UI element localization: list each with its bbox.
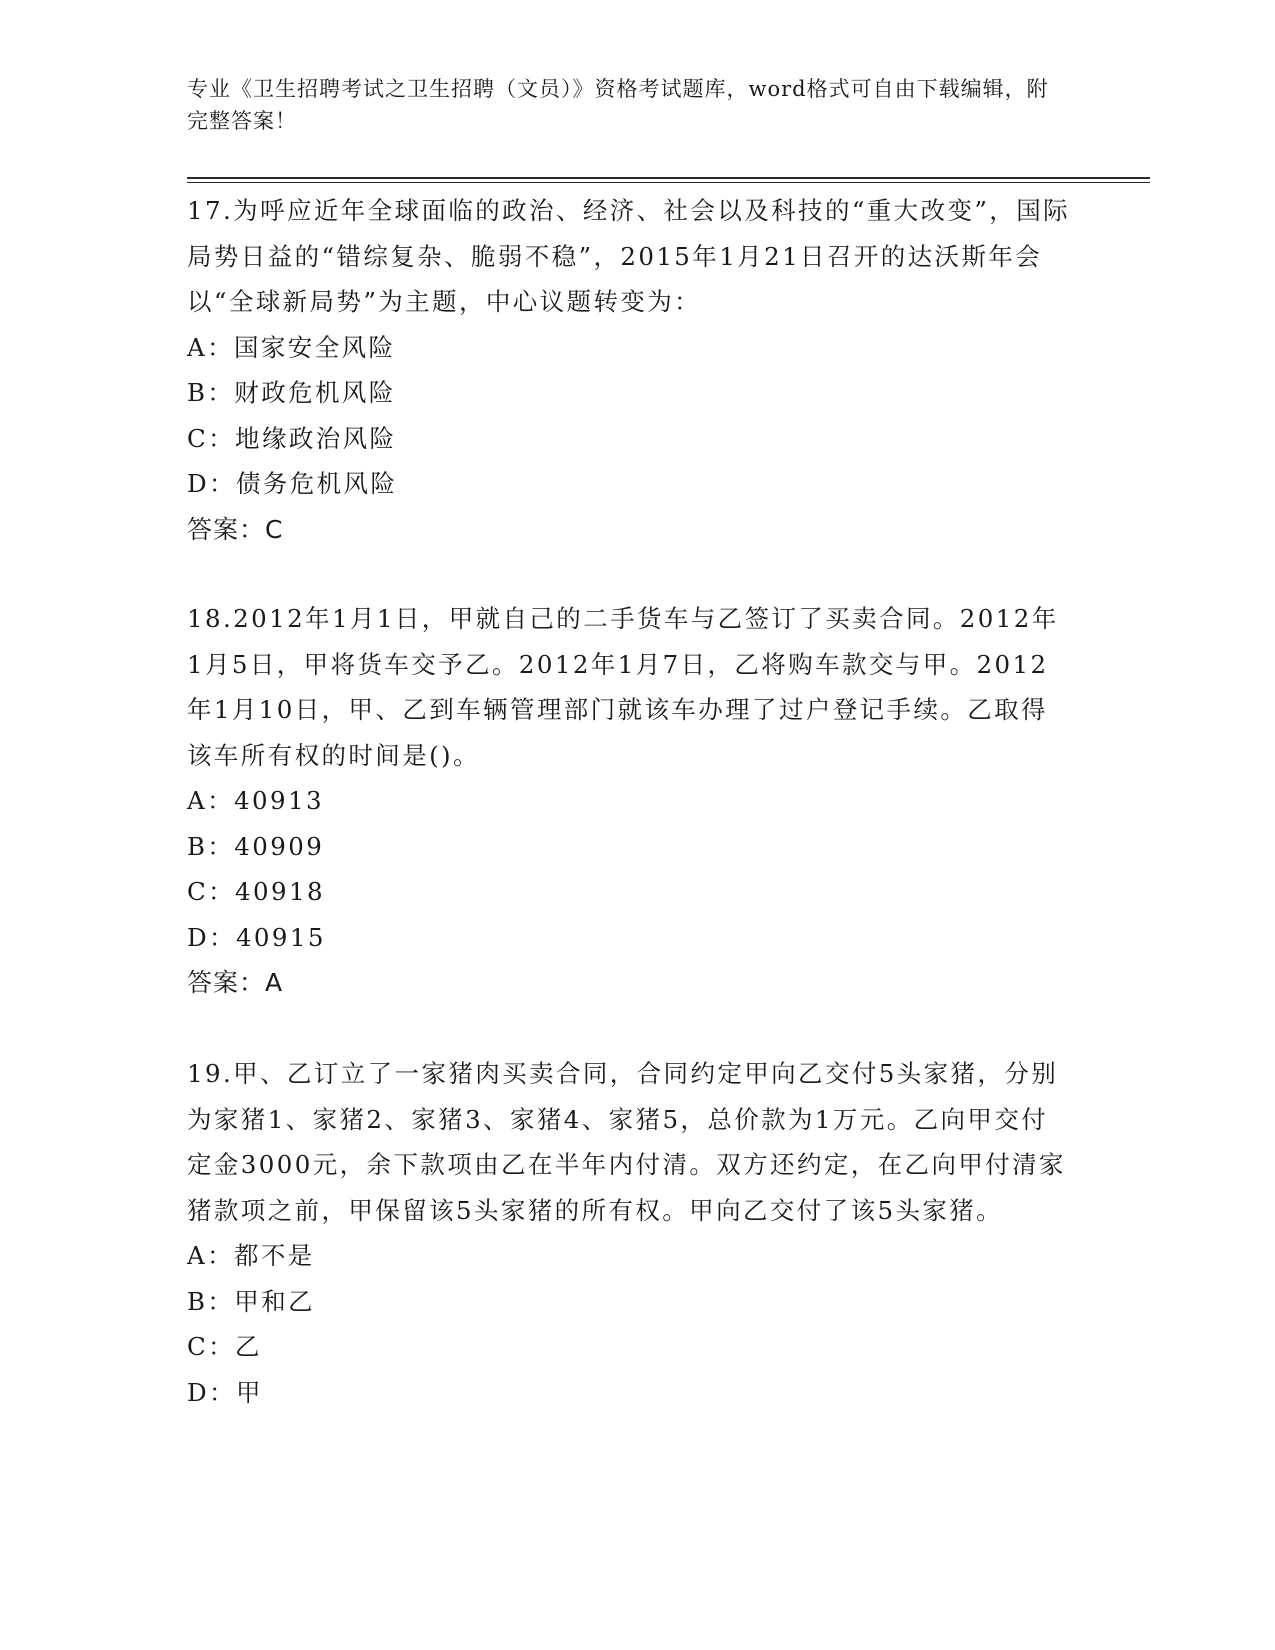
option-a: A：国家安全风险 [187, 332, 396, 362]
option-c: C：地缘政治风险 [187, 423, 397, 453]
question-stem: 17.为呼应近年全球面临的政治、经济、社会以及科技的“重大改变”，国际局势日益的“错综复杂、脆弱不稳”，2015年1月21日召开的达沃斯年会以“全球新局势”为主题，中心议题转变为： [187, 196, 1071, 316]
answer-line: 答案：C [187, 514, 284, 544]
option-c: C：乙 [187, 1332, 262, 1361]
option-c: C：40918 [187, 877, 325, 906]
question-18 [187, 596, 1072, 1006]
question-stem: 19.甲、乙订立了一家猪肉买卖合同，合同约定甲向乙交付5头家猪，分别为家猪1、家猪2、家猪3、家猪4、家猪5，总价款为1万元。乙向甲交付定金3000元，余下款项由乙在半年内付清。双方还约定，在乙向甲付清家猪款项之前，甲保留该5头家猪的所有权。甲向乙交付了该5头家猪。 [187, 1059, 1066, 1225]
option-d: D：40915 [187, 922, 326, 952]
option-b: B：甲和乙 [187, 1286, 316, 1316]
document-header-note: 专业《卫生招聘考试之卫生招聘（文员）》资格考试题库，word格式可自由下载编辑，附完整答案！ [187, 77, 1049, 133]
header-divider-thick [187, 177, 1150, 179]
answer-line: 答案：A [187, 968, 284, 997]
option-d: D：甲 [187, 1377, 263, 1407]
option-a: A：40913 [187, 786, 324, 815]
option-b: B：财政危机风险 [187, 378, 396, 407]
option-b: B：40909 [187, 831, 325, 861]
question-stem: 18.2012年1月1日，甲就自己的二手货车与乙签订了买卖合同。2012年1月5日，甲将货车交予乙。2012年1月7日，乙将购车款交与甲。2012年1月10日，甲、乙到车辆管理部门就该车办理了过户登记手续。乙取得该车所有权的时间是()。 [187, 604, 1059, 770]
question-17 [187, 188, 1072, 552]
question-19 [187, 1051, 1072, 1415]
option-a: A：都不是 [187, 1241, 315, 1270]
option-d: D：债务危机风险 [187, 469, 398, 498]
header-divider-thin [187, 182, 1150, 183]
